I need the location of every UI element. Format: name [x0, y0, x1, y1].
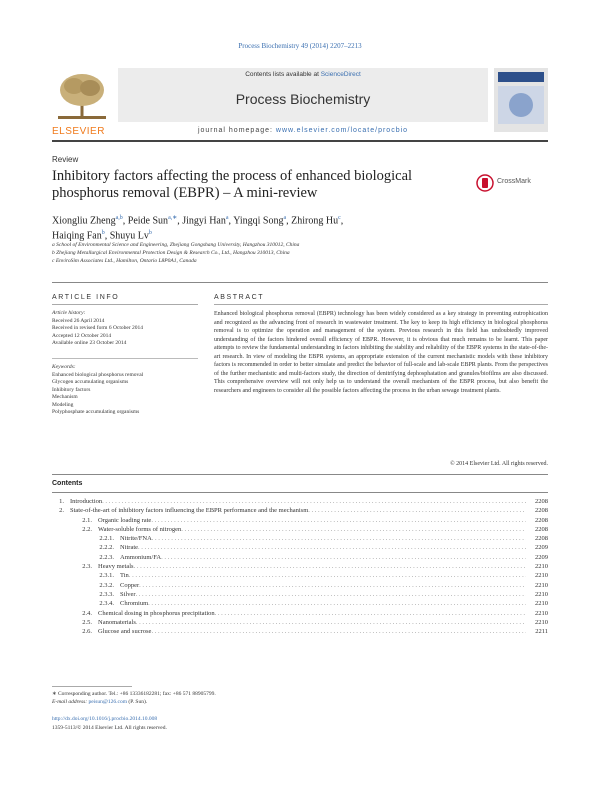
toc-entry[interactable]: 2.3.3. Silver . . . 2210 [52, 590, 548, 599]
contents-heading: Contents [52, 480, 83, 487]
email-link[interactable]: peisun@126.com [88, 699, 127, 705]
affiliation: b Zhejiang Metallurgical Environmental Protection Design & Research Co., Ltd., Hangzhou 310013, China [52, 250, 290, 256]
affiliation: c EnviroSim Associates Ltd., Hamilton, Ontario L8P0A1, Canada [52, 258, 197, 264]
affiliation: a School of Environmental Science and Engineering, Zhejiang Gongshang University, Hangzhou 310012, China [52, 242, 300, 248]
contents-available: Contents lists available at ScienceDirect [245, 71, 361, 78]
keywords-label: Keywords: [52, 364, 76, 370]
toc-entry[interactable]: 2.3.2. Copper . . . 2210 [52, 581, 548, 590]
history-item: Accepted 12 October 2014 [52, 332, 112, 339]
keyword[interactable]: Polyphosphate accumulating organisms [52, 409, 140, 415]
author[interactable]: Peide Sun [127, 215, 169, 227]
toc-entry[interactable]: 2.3.1. Tin . . . 2210 [52, 571, 548, 580]
sciencedirect-link[interactable]: ScienceDirect [320, 71, 361, 78]
toc-entry[interactable]: 2.3.4. Chromium . . . 2210 [52, 599, 548, 608]
footnote-rule [52, 686, 132, 687]
email-line: E-mail address: peisun@126.com (P. Sun). [52, 699, 148, 705]
article-info-heading: ARTICLE INFO [52, 294, 120, 301]
history-item: Available online 23 October 2014 [52, 340, 127, 346]
divider [52, 358, 198, 359]
toc-entry[interactable]: 2.3. Heavy metals . . . 2210 [52, 562, 548, 571]
crossmark-label: CrossMark [497, 178, 531, 185]
article-history [52, 310, 202, 348]
toc-entry[interactable]: 2. State-of-the-art of inhibitory factors influencing the EBPR performance and the mechanism . . . 2208 [52, 506, 548, 515]
journal-citation[interactable]: Process Biochemistry 49 (2014) 2207–2213 [238, 42, 362, 50]
history-label: Article history: [52, 310, 86, 316]
article-title: Inhibitory factors affecting the process of enhanced biological phosphorus removal (EBPR) – A mini-review [52, 168, 413, 201]
abstract-text: Enhanced biological phosphorus removal (EBPR) technology has been widely considered as a key strategy in preventing eutrophication and recognized as the advancing front of research in wastewater treatment. The key to keep its high efficiency in biological phosphorus removal is to optimize the operation and management of the system. Previous research in this field has undoubtedly improved understanding of the factors hindered overall efficiency of EBPR. However, it is obvious that much remains to be learnt. This paper attempts to review the fundamental understanding in factors inhibiting the stability and reliability of the EBPR systems in the state-of-the-art research. In view of modeling the EBPR systems, an appropriate extension of the current mechanistic models with these inhibitory factors is recommended in order to better simulate and predict the behavior of full-scale and lab-scale EBPR plants. From the perspectives of the further mechanistic and multi-factors study, the direction of denitrifying dephosphatation and granules/biofilms are also discussed. This comprehensive overview will not only help us to understand the overall mechanism of the EBPR process, but also benefit the researchers and engineers to consider all the possible factors affecting the process in the urban sewage treatment plants. [214, 311, 548, 394]
author[interactable]: Zhirong Hu [291, 215, 339, 227]
journal-name: Process Biochemistry [235, 91, 371, 107]
toc-entry[interactable]: 2.2.2. Nitrate . . . 2209 [52, 543, 548, 552]
toc-entry[interactable]: 2.2.3. Ammonium/FA . . . 2209 [52, 553, 548, 562]
toc-entry[interactable]: 2.1. Organic loading rate . . . 2208 [52, 516, 548, 525]
divider [52, 282, 548, 283]
keyword[interactable]: Mechanism [52, 394, 78, 400]
toc-entry[interactable]: 2.6. Glucose and sucrose . . . 2211 [52, 627, 548, 636]
divider [52, 474, 548, 475]
history-item: Received in revised form 6 October 2014 [52, 325, 144, 331]
footnote [52, 690, 352, 706]
issn-copyright: 1359-5113/© 2014 Elsevier Ltd. All rights reserved. [52, 725, 167, 731]
header-rule [52, 140, 548, 142]
author[interactable]: Haiqing Fan [52, 230, 102, 242]
toc-entry[interactable]: 2.5. Nanomaterials . . . 2210 [52, 618, 548, 627]
corresponding-author: ∗ Corresponding author. Tel.: +86 13336182281; fax: +86 571 88905799. [52, 691, 216, 697]
article-type: Review [52, 155, 79, 164]
divider [214, 304, 548, 305]
crossmark-icon [476, 174, 494, 192]
author-list: Xiongliu Zheng$^{a,b}$, Peide Sun$^{a,∗}$, Jingyi Han$^a$, Yingqi Song$^a$, Zhirong Hu$^c$, Haiqing Fan$^b$, Shuyu Lv$^b$ [52, 215, 344, 242]
abstract-heading: ABSTRACT [214, 294, 265, 301]
affiliations [52, 241, 512, 265]
keyword[interactable]: Glycogen accumulating organisms [52, 379, 129, 385]
elsevier-tree-logo [52, 68, 112, 132]
toc-entry[interactable]: 1. Introduction . . . 2208 [52, 497, 548, 506]
journal-cover-image [494, 68, 548, 132]
doi-link[interactable]: http://dx.doi.org/10.1016/j.procbio.2014.10.008 [52, 716, 158, 722]
toc-entry[interactable]: 2.2. Water-soluble forms of nitrogen . . . 2208 [52, 525, 548, 534]
toc-entry[interactable]: 2.4. Chemical dosing in phosphorus precipitation . . . 2210 [52, 609, 548, 618]
journal-homepage: journal homepage: www.elsevier.com/locate/procbio [197, 127, 409, 134]
author[interactable]: Xiongliu Zheng [52, 215, 116, 227]
author[interactable]: Yingqi Song [233, 215, 284, 227]
crossmark-badge[interactable] [476, 174, 544, 192]
abstract-copyright: © 2014 Elsevier Ltd. All rights reserved. [450, 461, 548, 467]
keyword[interactable]: Enhanced biological phosphorus removal [52, 371, 144, 378]
homepage-link[interactable]: www.elsevier.com/locate/procbio [275, 127, 409, 134]
publisher-name: ELSEVIER [52, 126, 105, 137]
table-of-contents [52, 497, 548, 636]
author[interactable]: Shuyu Lv [109, 230, 149, 242]
toc-entry[interactable]: 2.2.1. Nitrite/FNA . . . 2208 [52, 534, 548, 543]
keyword[interactable]: Modeling [52, 401, 74, 408]
keywords [52, 364, 202, 417]
divider [52, 304, 198, 305]
divider [52, 492, 548, 493]
author[interactable]: Jingyi Han [182, 215, 226, 227]
keyword[interactable]: Inhibitory factors [52, 386, 91, 393]
history-item: Received 26 April 2014 [52, 317, 105, 324]
